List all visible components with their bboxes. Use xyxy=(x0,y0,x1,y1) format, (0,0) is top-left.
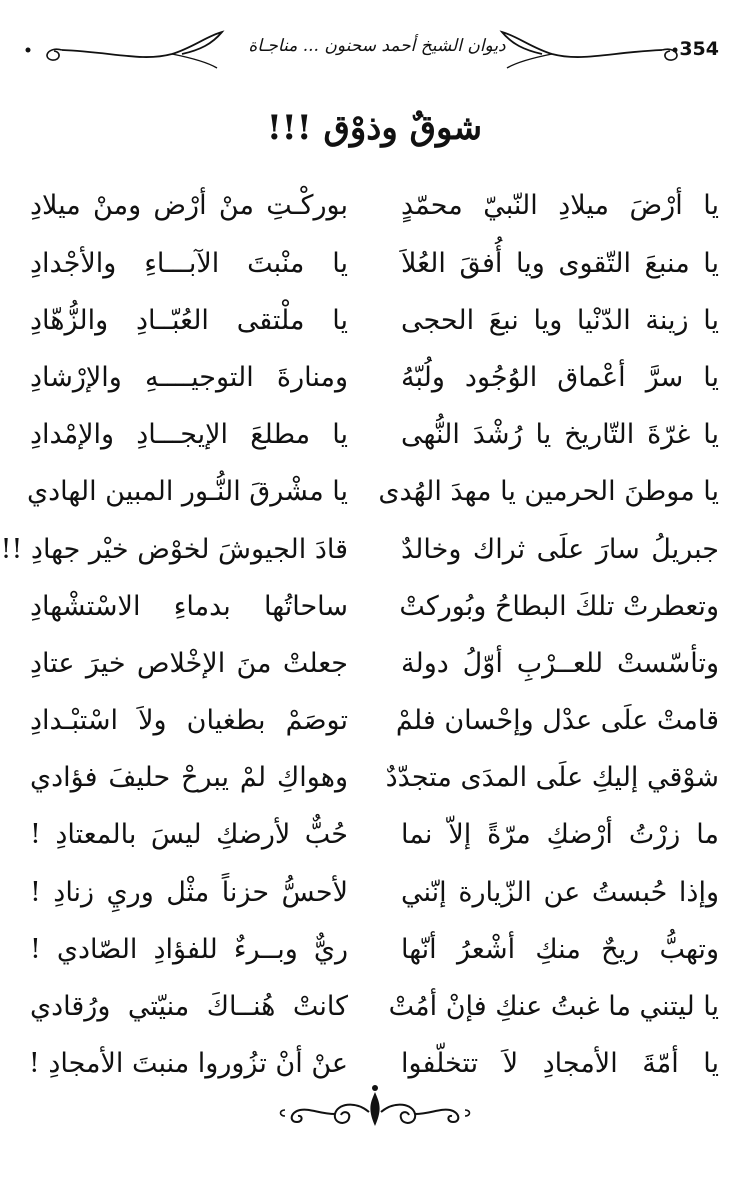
verse xyxy=(30,636,719,693)
verse-second-hemistich: توصَمْ بطغيان ولاَ اسْتبْـدادِ xyxy=(30,705,348,737)
verse-first-hemistich: جبريلُ سارَ علَى ثراك وخالدٌ xyxy=(401,533,719,565)
verse-first-hemistich: يا ليتني ما غبتُ عنكِ فإنْ أمُتْ xyxy=(388,991,719,1023)
closing-ornament xyxy=(0,1080,749,1140)
verse-first-hemistich: وتعطرتْ تلكَ البطاحُ وبُوركتْ xyxy=(399,590,719,622)
verse-first-hemistich: وإذا حُبستُ عن الزّيارة إنّني xyxy=(401,876,719,908)
verse xyxy=(30,864,719,921)
verse-second-hemistich: لأحسُّ حزناً مثْل وريِ زنادِ ! xyxy=(30,876,348,908)
verse-second-hemistich: كانتْ هُنــاكَ منيّتي ورُقادي xyxy=(30,991,348,1023)
verse-second-hemistich: حُبٌّ لأرضكِ ليسَ بالمعتادِ ! xyxy=(30,819,348,851)
ornament-icon xyxy=(275,1080,475,1140)
verse xyxy=(30,578,719,635)
verse xyxy=(30,407,719,464)
verse-second-hemistich: يا ملْتقى العُبّــادِ والزُّهّادِ xyxy=(30,304,348,336)
page-number: 354 xyxy=(679,38,719,60)
verse-first-hemistich: ما زرْتُ أرْضكِ مرّةً إلاّ نما xyxy=(401,819,719,851)
verse-second-hemistich: قادَ الجيوشَ لخوْض خيْر جهادِ !! xyxy=(0,533,348,565)
page-header xyxy=(22,22,727,78)
verse xyxy=(30,235,719,292)
verse-first-hemistich: يا أرْضَ ميلادِ النّبيّ محمّدٍ xyxy=(401,190,719,222)
verse-first-hemistich: وتأسّستْ للعــرْبِ أوّلُ دولة xyxy=(401,647,719,679)
poem-body xyxy=(0,178,719,1093)
verse xyxy=(30,750,719,807)
verse xyxy=(30,807,719,864)
verse-second-hemistich: جعلتْ منَ الإخْلاص خيرَ عتادِ xyxy=(30,647,348,679)
verse-first-hemistich: يا سرَّ أعْماق الوُجُود ولُبّهُ xyxy=(401,361,719,393)
verse-first-hemistich: وتهبُّ ريحٌ منكِ أشْعرُ أنّها xyxy=(401,933,719,965)
verse-first-hemistich: يا منبعَ التّقوى ويا أُفقَ العُلاَ xyxy=(401,247,719,279)
verse-second-hemistich: وهواكِ لمْ يبرحْ حليفَ فؤادي xyxy=(30,762,348,794)
verse-first-hemistich: يا زينة الدّنْيا ويا نبعَ الحجى xyxy=(401,304,719,336)
verse-first-hemistich: يا غرّةَ التّاريخ يا رُشْدَ النُّهى xyxy=(401,419,719,451)
verse-first-hemistich: يا موطنَ الحرمين يا مهدَ الهُدى xyxy=(378,476,719,508)
verse xyxy=(27,464,719,521)
verse-second-hemistich: ومنارةَ التوجيــــهِ والإرْشادِ xyxy=(30,361,348,393)
verse-first-hemistich: يا أمّةَ الأمجادِ لاَ تتخلّفوا xyxy=(401,1048,719,1080)
verse xyxy=(30,693,719,750)
verse-first-hemistich: قامتْ علَى عدْل وإحْسان فلمْ xyxy=(395,705,719,737)
verse xyxy=(30,178,719,235)
verse-second-hemistich: ريٌّ وبــرءٌ للفؤادِ الصّادي ! xyxy=(30,933,348,965)
verse-second-hemistich: يا منْبتَ الآبـــاءِ والأجْدادِ xyxy=(30,247,348,279)
running-title: ديوان الشيخ أحمد سحنون ... مناجـاة xyxy=(248,36,506,56)
poem-title: شوقٌ وذوْق !!! xyxy=(266,108,483,148)
verse xyxy=(30,921,719,978)
verse-second-hemistich: بوركْـتِ منْ أرْض ومنْ ميلادِ xyxy=(30,190,348,222)
verse xyxy=(30,350,719,407)
verse xyxy=(30,979,719,1036)
verse xyxy=(0,521,719,578)
verse-second-hemistich: ساحاتُها بدماءِ الاسْتشْهادِ xyxy=(30,590,348,622)
verse-second-hemistich: عنْ أنْ تزُوروا منبتَ الأمجادِ ! xyxy=(28,1048,348,1080)
verse xyxy=(30,292,719,349)
verse-first-hemistich: شوْقي إليكِ علَى المدَى متجدّدٌ xyxy=(385,762,719,794)
verse-second-hemistich: يا مشْرقَ النُّـور المبين الهادي xyxy=(27,476,348,508)
verse-second-hemistich: يا مطلعَ الإيجـــادِ والإمْدادِ xyxy=(30,419,348,451)
